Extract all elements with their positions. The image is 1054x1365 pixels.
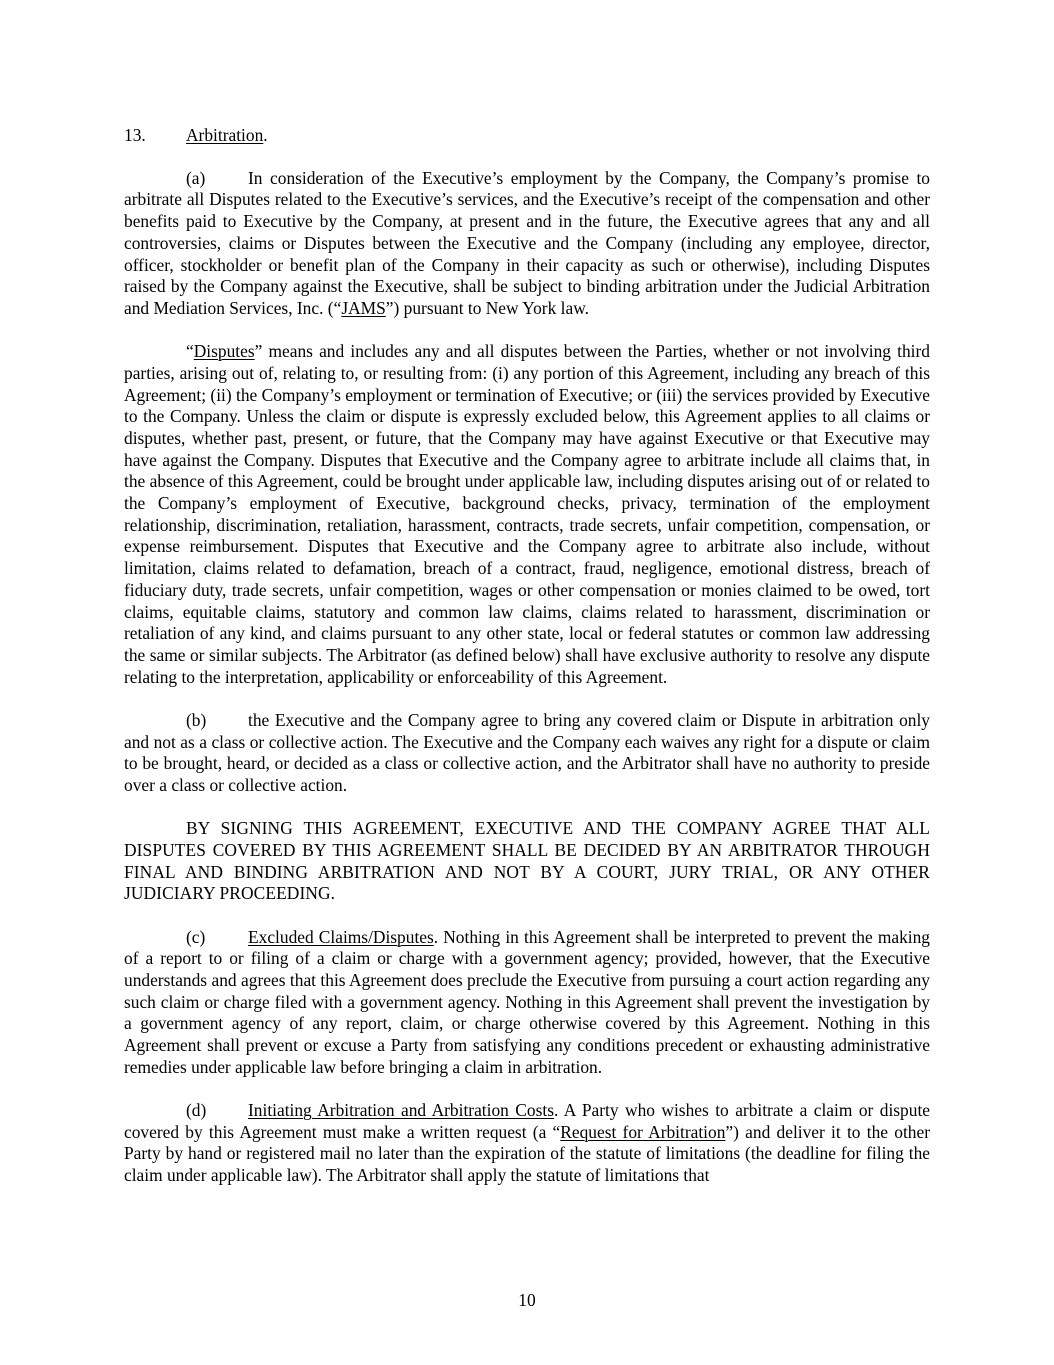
- disputes-defined-term: Disputes: [193, 341, 255, 362]
- paragraph-d-text-end: ”) and deliver it to the other Party by hand or registered mail no later than the expiration of the statute of limitations (the deadline for filing the claim under applicable law). The Arbitrator shall apply the statute of limitations that: [124, 1121, 930, 1186]
- jams-defined-term: JAMS: [341, 297, 386, 318]
- section-title: Arbitration: [186, 125, 264, 145]
- paragraph-d-heading: Initiating Arbitration and Arbitration Costs: [248, 1099, 554, 1120]
- paragraph-b-text: the Executive and the Company agree to bring any covered claim or Dispute in arbitration only and not as a class or collective action. The Executive and the Company each waives any right for a dispute or claim to be brought, heard, or decided as a class or collective action, and the Arbitrator shall have no authority to preside over a class or collective action.: [124, 709, 930, 795]
- arbitration-notice-caps: [124, 818, 930, 905]
- paragraph-a-text: In consideration of the Executive’s employment by the Company, the Company’s promise to arbitrate all Disputes related to the Executive’s services, and the Executive’s receipt of the compensation and other benefits paid to Executive by the Company, at present and in the future, the Executive agrees that any and all controversies, claims or Disputes between the Executive and the Company (including any employee, director, officer, stockholder or benefit plan of the Company in their capacity as such or otherwise), including Disputes raised by the Company against the Executive, shall be subject to binding arbitration under the Judicial Arbitration and Mediation Services, Inc. (“: [124, 167, 930, 318]
- arbitration-notice-text: BY SIGNING THIS AGREEMENT, EXECUTIVE AND THE COMPANY AGREE THAT ALL DISPUTES COVERED BY THIS AGREEMENT SHALL BE DECIDED BY AN ARBITRATOR THROUGH FINAL AND BINDING ARBITRATION AND NOT BY A COURT, JURY TRIAL, OR ANY OTHER JUDICIARY PROCEEDING.: [124, 818, 930, 904]
- paragraph-b: [124, 710, 930, 797]
- paragraph-c-text: . Nothing in this Agreement shall be interpreted to prevent the making of a report to or filing of a claim or charge with a government agency; provided, however, that the Executive understands and agrees that this Agreement does preclude the Executive from pursuing a court action regarding any such claim or charge filed with a government agency. Nothing in this Agreement shall prevent the investigation by a government agency of any report, claim, or charge otherwise covered by this Agreement. Nothing in this Agreement shall prevent or excuse a Party from satisfying any conditions precedent or exhausting administrative remedies under applicable law before bringing a claim in arbitration.: [124, 926, 930, 1077]
- paragraph-a: [124, 168, 930, 320]
- disputes-open-quote: “: [186, 341, 194, 362]
- paragraph-d-text: . A Party who wishes to arbitrate a claim or dispute covered by this Agreement must make a written request (a “: [124, 1099, 930, 1142]
- disputes-definition: [124, 341, 930, 688]
- document-page: [124, 125, 930, 1208]
- page-number: 10: [518, 1290, 536, 1310]
- paragraph-a-label: (a): [186, 167, 206, 188]
- section-title-period: .: [263, 125, 268, 145]
- paragraph-d-label: (d): [186, 1099, 207, 1120]
- paragraph-c-heading: Excluded Claims/Disputes: [248, 926, 434, 947]
- request-for-arbitration-term: Request for Arbitration: [560, 1121, 726, 1142]
- paragraph-c-label: (c): [186, 926, 206, 947]
- paragraph-a-text-end: ”) pursuant to New York law.: [385, 297, 589, 318]
- paragraph-d: [124, 1100, 930, 1187]
- section-heading: [124, 125, 930, 147]
- section-number: 13.: [124, 125, 146, 145]
- paragraph-b-label: (b): [186, 709, 207, 730]
- disputes-definition-text: ” means and includes any and all disputes between the Parties, whether or not involving third parties, arising out of, relating to, or resulting from: (i) any portion of this Agreement, including any breach of this Agreement; (ii) the Company’s employment or termination of Executive; or (iii) the services provided by Executive to the Company. Unless the claim or dispute is expressly excluded below, this Agreement applies to all claims or disputes, whether past, present, or future, that the Company may have against Executive or that Executive may have against the Company. Disputes that Executive and the Company agree to arbitrate include all claims that, in the absence of this Agreement, could be brought under applicable law, including disputes arising out of or related to the Company’s employment of Executive, background checks, privacy, termination of the employment relationship, discrimination, retaliation, harassment, contracts, trade secrets, unfair competition, compensation, or expense reimbursement. Disputes that Executive and the Company agree to arbitrate also include, without limitation, claims related to defamation, breach of a contract, fraud, negligence, emotional distress, breach of fiduciary duty, trade secrets, unfair competition, wages or other compensation or monies claimed to be owed, tort claims, equitable claims, statutory and common law claims, claims related to harassment, discrimination or retaliation of any kind, and claims pursuant to any other state, local or federal statutes or common law addressing the same or similar subjects. The Arbitrator (as defined below) shall have exclusive authority to resolve any dispute relating to the interpretation, applicability or enforceability of this Agreement.: [124, 341, 931, 687]
- paragraph-c: [124, 927, 930, 1079]
